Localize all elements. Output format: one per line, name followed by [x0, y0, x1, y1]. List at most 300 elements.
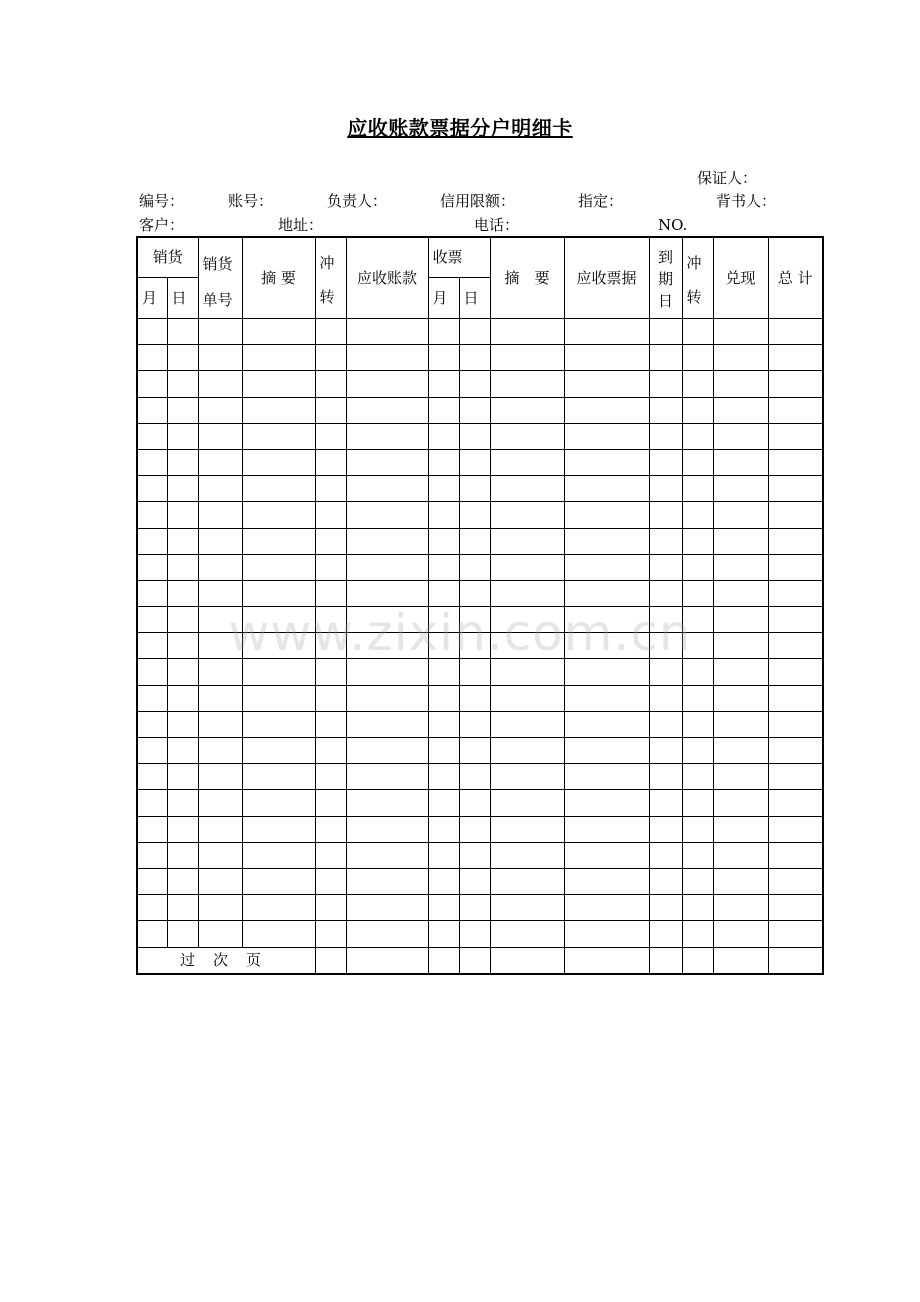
- table-cell[interactable]: [137, 895, 167, 921]
- table-cell[interactable]: [649, 607, 682, 633]
- table-cell[interactable]: [713, 764, 768, 790]
- table-cell[interactable]: [137, 633, 167, 659]
- table-cell[interactable]: [137, 738, 167, 764]
- table-cell[interactable]: [459, 921, 490, 947]
- table-cell[interactable]: [682, 554, 713, 580]
- table-cell[interactable]: [346, 580, 428, 606]
- table-cell[interactable]: [459, 633, 490, 659]
- table-cell[interactable]: [137, 528, 167, 554]
- table-cell[interactable]: [198, 764, 242, 790]
- table-cell[interactable]: [564, 842, 649, 868]
- table-cell[interactable]: [682, 790, 713, 816]
- table-cell[interactable]: [198, 502, 242, 528]
- table-cell[interactable]: [713, 580, 768, 606]
- table-cell[interactable]: [242, 711, 315, 737]
- table-cell[interactable]: [428, 895, 459, 921]
- footer-cell[interactable]: [682, 947, 713, 974]
- table-cell[interactable]: [242, 633, 315, 659]
- table-cell[interactable]: [137, 371, 167, 397]
- table-cell[interactable]: [768, 738, 823, 764]
- table-cell[interactable]: [346, 895, 428, 921]
- table-cell[interactable]: [564, 738, 649, 764]
- table-cell[interactable]: [649, 921, 682, 947]
- table-cell[interactable]: [346, 659, 428, 685]
- table-cell[interactable]: [713, 371, 768, 397]
- table-cell[interactable]: [649, 449, 682, 475]
- table-cell[interactable]: [315, 554, 346, 580]
- table-cell[interactable]: [649, 319, 682, 345]
- table-cell[interactable]: [242, 790, 315, 816]
- table-cell[interactable]: [490, 685, 564, 711]
- table-cell[interactable]: [713, 423, 768, 449]
- table-cell[interactable]: [459, 449, 490, 475]
- table-cell[interactable]: [713, 449, 768, 475]
- table-cell[interactable]: [682, 633, 713, 659]
- table-cell[interactable]: [490, 921, 564, 947]
- table-cell[interactable]: [459, 790, 490, 816]
- table-cell[interactable]: [713, 816, 768, 842]
- table-cell[interactable]: [564, 319, 649, 345]
- table-cell[interactable]: [315, 711, 346, 737]
- table-cell[interactable]: [346, 711, 428, 737]
- table-cell[interactable]: [242, 345, 315, 371]
- table-cell[interactable]: [490, 659, 564, 685]
- table-cell[interactable]: [490, 449, 564, 475]
- table-cell[interactable]: [137, 868, 167, 894]
- table-cell[interactable]: [315, 528, 346, 554]
- table-cell[interactable]: [490, 842, 564, 868]
- table-cell[interactable]: [682, 764, 713, 790]
- table-cell[interactable]: [564, 868, 649, 894]
- table-cell[interactable]: [346, 345, 428, 371]
- table-cell[interactable]: [564, 607, 649, 633]
- table-cell[interactable]: [428, 371, 459, 397]
- table-cell[interactable]: [713, 790, 768, 816]
- table-cell[interactable]: [682, 711, 713, 737]
- table-cell[interactable]: [242, 816, 315, 842]
- table-cell[interactable]: [167, 711, 198, 737]
- table-cell[interactable]: [315, 659, 346, 685]
- table-cell[interactable]: [428, 397, 459, 423]
- table-cell[interactable]: [428, 528, 459, 554]
- table-cell[interactable]: [564, 711, 649, 737]
- table-cell[interactable]: [713, 711, 768, 737]
- table-cell[interactable]: [428, 842, 459, 868]
- table-cell[interactable]: [682, 319, 713, 345]
- table-cell[interactable]: [564, 554, 649, 580]
- table-cell[interactable]: [242, 449, 315, 475]
- table-cell[interactable]: [167, 476, 198, 502]
- table-cell[interactable]: [490, 319, 564, 345]
- table-cell[interactable]: [564, 764, 649, 790]
- table-cell[interactable]: [428, 633, 459, 659]
- table-cell[interactable]: [428, 711, 459, 737]
- table-cell[interactable]: [428, 790, 459, 816]
- table-cell[interactable]: [167, 423, 198, 449]
- table-cell[interactable]: [649, 711, 682, 737]
- table-cell[interactable]: [242, 580, 315, 606]
- table-cell[interactable]: [459, 842, 490, 868]
- table-cell[interactable]: [198, 711, 242, 737]
- table-cell[interactable]: [713, 659, 768, 685]
- table-cell[interactable]: [564, 816, 649, 842]
- table-cell[interactable]: [490, 711, 564, 737]
- table-cell[interactable]: [490, 423, 564, 449]
- table-cell[interactable]: [490, 528, 564, 554]
- table-cell[interactable]: [242, 371, 315, 397]
- table-cell[interactable]: [242, 607, 315, 633]
- table-cell[interactable]: [713, 738, 768, 764]
- table-cell[interactable]: [428, 921, 459, 947]
- footer-cell[interactable]: [315, 947, 346, 974]
- table-cell[interactable]: [564, 345, 649, 371]
- table-cell[interactable]: [242, 764, 315, 790]
- table-cell[interactable]: [490, 345, 564, 371]
- table-cell[interactable]: [167, 607, 198, 633]
- table-cell[interactable]: [564, 921, 649, 947]
- table-cell[interactable]: [198, 371, 242, 397]
- table-cell[interactable]: [346, 816, 428, 842]
- table-cell[interactable]: [346, 528, 428, 554]
- table-cell[interactable]: [346, 476, 428, 502]
- table-cell[interactable]: [713, 397, 768, 423]
- table-cell[interactable]: [713, 554, 768, 580]
- table-cell[interactable]: [315, 738, 346, 764]
- table-cell[interactable]: [649, 580, 682, 606]
- table-cell[interactable]: [713, 528, 768, 554]
- table-cell[interactable]: [198, 868, 242, 894]
- table-cell[interactable]: [346, 685, 428, 711]
- table-cell[interactable]: [459, 397, 490, 423]
- table-cell[interactable]: [713, 868, 768, 894]
- footer-cell[interactable]: [768, 947, 823, 974]
- table-cell[interactable]: [137, 502, 167, 528]
- table-cell[interactable]: [649, 554, 682, 580]
- table-cell[interactable]: [649, 397, 682, 423]
- table-cell[interactable]: [198, 423, 242, 449]
- table-cell[interactable]: [346, 371, 428, 397]
- table-cell[interactable]: [137, 580, 167, 606]
- table-cell[interactable]: [242, 319, 315, 345]
- table-cell[interactable]: [649, 371, 682, 397]
- table-cell[interactable]: [315, 685, 346, 711]
- table-cell[interactable]: [428, 449, 459, 475]
- table-cell[interactable]: [768, 554, 823, 580]
- table-cell[interactable]: [490, 476, 564, 502]
- footer-cell[interactable]: [564, 947, 649, 974]
- table-cell[interactable]: [713, 476, 768, 502]
- table-cell[interactable]: [649, 476, 682, 502]
- table-cell[interactable]: [137, 554, 167, 580]
- table-cell[interactable]: [198, 554, 242, 580]
- table-cell[interactable]: [768, 659, 823, 685]
- table-cell[interactable]: [167, 554, 198, 580]
- table-cell[interactable]: [649, 868, 682, 894]
- table-cell[interactable]: [198, 449, 242, 475]
- table-cell[interactable]: [649, 659, 682, 685]
- table-cell[interactable]: [649, 895, 682, 921]
- table-cell[interactable]: [564, 685, 649, 711]
- table-cell[interactable]: [167, 868, 198, 894]
- table-cell[interactable]: [459, 319, 490, 345]
- table-cell[interactable]: [682, 921, 713, 947]
- table-cell[interactable]: [346, 738, 428, 764]
- table-cell[interactable]: [490, 868, 564, 894]
- footer-cell[interactable]: [459, 947, 490, 974]
- table-cell[interactable]: [167, 397, 198, 423]
- table-cell[interactable]: [564, 528, 649, 554]
- table-cell[interactable]: [564, 423, 649, 449]
- table-cell[interactable]: [137, 423, 167, 449]
- table-cell[interactable]: [346, 921, 428, 947]
- table-cell[interactable]: [564, 580, 649, 606]
- table-cell[interactable]: [167, 685, 198, 711]
- table-cell[interactable]: [167, 738, 198, 764]
- table-cell[interactable]: [346, 397, 428, 423]
- table-cell[interactable]: [315, 449, 346, 475]
- table-cell[interactable]: [242, 921, 315, 947]
- table-cell[interactable]: [167, 790, 198, 816]
- table-cell[interactable]: [490, 816, 564, 842]
- table-cell[interactable]: [564, 397, 649, 423]
- table-cell[interactable]: [242, 842, 315, 868]
- table-cell[interactable]: [713, 921, 768, 947]
- table-cell[interactable]: [315, 895, 346, 921]
- table-cell[interactable]: [315, 476, 346, 502]
- table-cell[interactable]: [490, 764, 564, 790]
- table-cell[interactable]: [490, 397, 564, 423]
- table-cell[interactable]: [649, 764, 682, 790]
- table-cell[interactable]: [768, 345, 823, 371]
- table-cell[interactable]: [137, 449, 167, 475]
- table-cell[interactable]: [713, 345, 768, 371]
- table-cell[interactable]: [682, 607, 713, 633]
- table-cell[interactable]: [682, 397, 713, 423]
- table-cell[interactable]: [768, 816, 823, 842]
- table-cell[interactable]: [315, 868, 346, 894]
- table-cell[interactable]: [346, 868, 428, 894]
- table-cell[interactable]: [428, 554, 459, 580]
- table-cell[interactable]: [167, 580, 198, 606]
- table-cell[interactable]: [428, 816, 459, 842]
- table-cell[interactable]: [242, 685, 315, 711]
- table-cell[interactable]: [682, 449, 713, 475]
- table-cell[interactable]: [315, 921, 346, 947]
- table-cell[interactable]: [428, 738, 459, 764]
- table-cell[interactable]: [315, 345, 346, 371]
- footer-cell[interactable]: [428, 947, 459, 974]
- table-cell[interactable]: [682, 659, 713, 685]
- table-cell[interactable]: [242, 528, 315, 554]
- table-cell[interactable]: [459, 868, 490, 894]
- table-cell[interactable]: [649, 502, 682, 528]
- table-cell[interactable]: [713, 685, 768, 711]
- table-cell[interactable]: [490, 607, 564, 633]
- table-cell[interactable]: [315, 607, 346, 633]
- table-cell[interactable]: [242, 738, 315, 764]
- table-cell[interactable]: [713, 633, 768, 659]
- table-cell[interactable]: [459, 659, 490, 685]
- table-cell[interactable]: [242, 476, 315, 502]
- table-cell[interactable]: [768, 868, 823, 894]
- table-cell[interactable]: [768, 397, 823, 423]
- table-cell[interactable]: [315, 633, 346, 659]
- table-cell[interactable]: [768, 371, 823, 397]
- table-cell[interactable]: [459, 371, 490, 397]
- table-cell[interactable]: [315, 580, 346, 606]
- table-cell[interactable]: [167, 816, 198, 842]
- table-cell[interactable]: [428, 476, 459, 502]
- table-cell[interactable]: [459, 554, 490, 580]
- table-cell[interactable]: [459, 764, 490, 790]
- table-cell[interactable]: [198, 319, 242, 345]
- table-cell[interactable]: [137, 345, 167, 371]
- table-cell[interactable]: [459, 711, 490, 737]
- table-cell[interactable]: [137, 842, 167, 868]
- table-cell[interactable]: [428, 607, 459, 633]
- table-cell[interactable]: [428, 764, 459, 790]
- table-cell[interactable]: [346, 764, 428, 790]
- table-cell[interactable]: [459, 580, 490, 606]
- table-cell[interactable]: [682, 685, 713, 711]
- table-cell[interactable]: [768, 580, 823, 606]
- table-cell[interactable]: [768, 319, 823, 345]
- table-cell[interactable]: [768, 895, 823, 921]
- table-cell[interactable]: [242, 423, 315, 449]
- table-cell[interactable]: [167, 319, 198, 345]
- table-cell[interactable]: [346, 319, 428, 345]
- table-cell[interactable]: [137, 607, 167, 633]
- table-cell[interactable]: [137, 319, 167, 345]
- table-cell[interactable]: [198, 790, 242, 816]
- table-cell[interactable]: [167, 502, 198, 528]
- table-cell[interactable]: [198, 895, 242, 921]
- table-cell[interactable]: [242, 895, 315, 921]
- table-cell[interactable]: [682, 738, 713, 764]
- table-cell[interactable]: [682, 476, 713, 502]
- table-cell[interactable]: [167, 659, 198, 685]
- table-cell[interactable]: [713, 502, 768, 528]
- table-cell[interactable]: [137, 476, 167, 502]
- table-cell[interactable]: [459, 423, 490, 449]
- table-cell[interactable]: [346, 842, 428, 868]
- table-cell[interactable]: [428, 868, 459, 894]
- table-cell[interactable]: [564, 449, 649, 475]
- table-cell[interactable]: [682, 580, 713, 606]
- table-cell[interactable]: [315, 816, 346, 842]
- table-cell[interactable]: [346, 502, 428, 528]
- table-cell[interactable]: [346, 633, 428, 659]
- table-cell[interactable]: [428, 319, 459, 345]
- table-cell[interactable]: [137, 790, 167, 816]
- table-cell[interactable]: [649, 790, 682, 816]
- table-cell[interactable]: [564, 633, 649, 659]
- table-cell[interactable]: [649, 685, 682, 711]
- table-cell[interactable]: [713, 319, 768, 345]
- footer-cell[interactable]: [713, 947, 768, 974]
- table-cell[interactable]: [649, 423, 682, 449]
- table-cell[interactable]: [713, 842, 768, 868]
- table-cell[interactable]: [346, 423, 428, 449]
- table-cell[interactable]: [137, 921, 167, 947]
- footer-cell[interactable]: [649, 947, 682, 974]
- table-cell[interactable]: [713, 607, 768, 633]
- table-cell[interactable]: [198, 842, 242, 868]
- table-cell[interactable]: [459, 738, 490, 764]
- table-cell[interactable]: [315, 423, 346, 449]
- table-cell[interactable]: [490, 371, 564, 397]
- table-cell[interactable]: [198, 659, 242, 685]
- table-cell[interactable]: [768, 790, 823, 816]
- table-cell[interactable]: [564, 659, 649, 685]
- table-cell[interactable]: [682, 868, 713, 894]
- table-cell[interactable]: [242, 554, 315, 580]
- table-cell[interactable]: [682, 502, 713, 528]
- table-cell[interactable]: [137, 397, 167, 423]
- table-cell[interactable]: [649, 738, 682, 764]
- footer-cell[interactable]: [490, 947, 564, 974]
- table-cell[interactable]: [167, 345, 198, 371]
- table-cell[interactable]: [167, 895, 198, 921]
- table-cell[interactable]: [490, 554, 564, 580]
- table-cell[interactable]: [428, 423, 459, 449]
- table-cell[interactable]: [428, 580, 459, 606]
- table-cell[interactable]: [198, 607, 242, 633]
- table-cell[interactable]: [768, 764, 823, 790]
- table-cell[interactable]: [167, 528, 198, 554]
- table-cell[interactable]: [490, 580, 564, 606]
- table-cell[interactable]: [490, 895, 564, 921]
- table-cell[interactable]: [428, 502, 459, 528]
- table-cell[interactable]: [649, 345, 682, 371]
- table-cell[interactable]: [167, 633, 198, 659]
- table-cell[interactable]: [490, 738, 564, 764]
- table-cell[interactable]: [459, 476, 490, 502]
- table-cell[interactable]: [490, 633, 564, 659]
- table-cell[interactable]: [428, 659, 459, 685]
- table-cell[interactable]: [682, 528, 713, 554]
- table-cell[interactable]: [682, 816, 713, 842]
- table-cell[interactable]: [198, 397, 242, 423]
- table-cell[interactable]: [198, 921, 242, 947]
- table-cell[interactable]: [459, 685, 490, 711]
- table-cell[interactable]: [459, 607, 490, 633]
- table-cell[interactable]: [137, 764, 167, 790]
- table-cell[interactable]: [768, 921, 823, 947]
- table-cell[interactable]: [459, 502, 490, 528]
- table-cell[interactable]: [167, 371, 198, 397]
- table-cell[interactable]: [713, 895, 768, 921]
- table-cell[interactable]: [682, 842, 713, 868]
- table-cell[interactable]: [315, 319, 346, 345]
- table-cell[interactable]: [315, 842, 346, 868]
- table-cell[interactable]: [649, 633, 682, 659]
- table-cell[interactable]: [649, 816, 682, 842]
- table-cell[interactable]: [137, 711, 167, 737]
- table-cell[interactable]: [167, 449, 198, 475]
- table-cell[interactable]: [459, 345, 490, 371]
- table-cell[interactable]: [490, 502, 564, 528]
- table-cell[interactable]: [346, 790, 428, 816]
- table-cell[interactable]: [346, 449, 428, 475]
- table-cell[interactable]: [167, 842, 198, 868]
- table-cell[interactable]: [198, 345, 242, 371]
- table-cell[interactable]: [137, 685, 167, 711]
- table-cell[interactable]: [768, 476, 823, 502]
- table-cell[interactable]: [459, 895, 490, 921]
- footer-cell[interactable]: [346, 947, 428, 974]
- table-cell[interactable]: [198, 528, 242, 554]
